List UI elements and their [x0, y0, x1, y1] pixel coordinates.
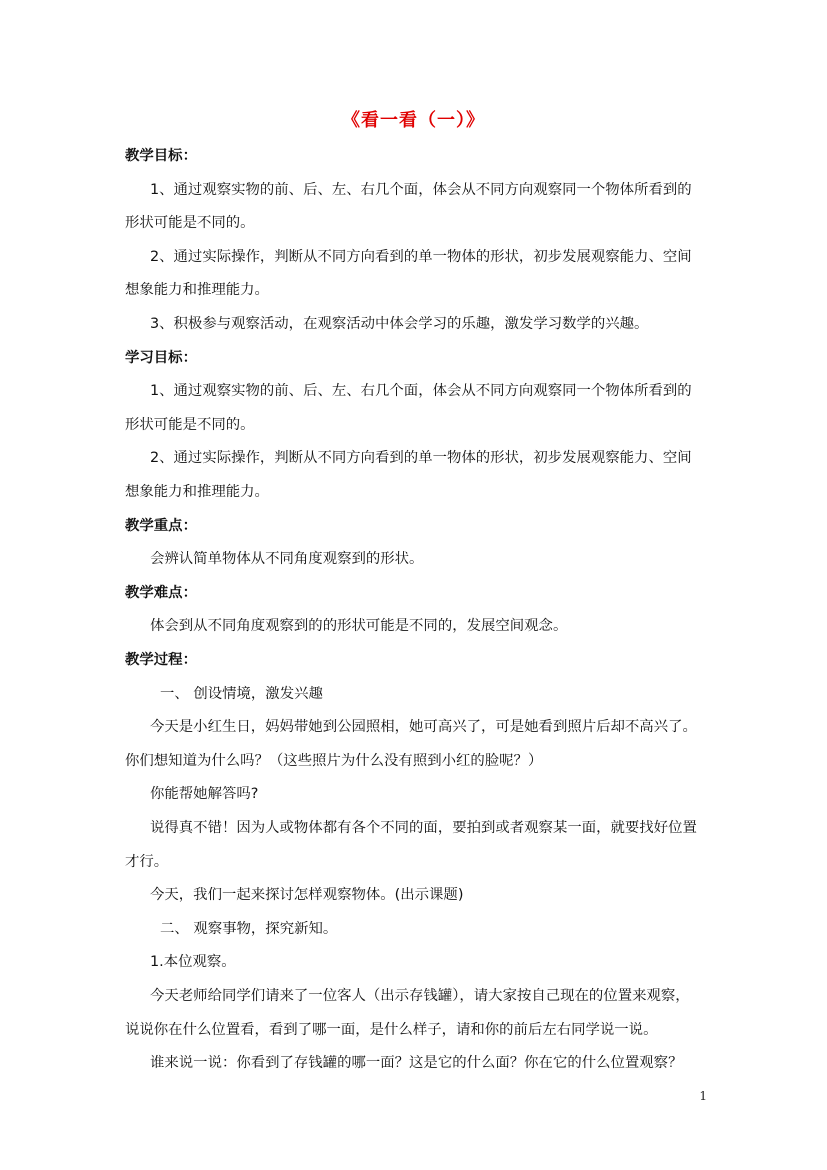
paragraph-line: 1、通过观察实物的前、后、左、右几个面，体会从不同方向观察同一个物体所看到的 — [150, 181, 692, 198]
paragraph-line: 2、通过实际操作，判断从不同方向看到的单一物体的形状，初步发展观察能力、空间 — [150, 248, 692, 265]
paragraph-line: 今天老师给同学们请来了一位客人（出示存钱罐），请大家按自己现在的位置来观察， — [150, 988, 690, 1004]
section-heading: 教学过程： — [125, 652, 197, 668]
paragraph-line: 你们想知道为什么吗？（这些照片为什么没有照到小红的脸呢？） — [125, 752, 543, 769]
paragraph-line: 2、通过实际操作，判断从不同方向看到的单一物体的形状，初步发展观察能力、空间 — [150, 450, 692, 467]
paragraph-line: 今天，我们一起来探讨怎样观察物体。(出示课题) — [150, 887, 464, 904]
paragraph-line: 说得真不错！因为人或物体都有各个不同的面，要拍到或者观察某一面，就要找好位置 — [150, 820, 697, 836]
paragraph-line: 今天是小红生日，妈妈带她到公园照相，她可高兴了，可是她看到照片后却不高兴了。 — [150, 719, 697, 736]
paragraph-line: 二、 观察事物，探究新知。 — [160, 920, 338, 937]
paragraph-line: 才行。 — [125, 853, 169, 870]
paragraph-line: 说说你在什么位置看，看到了哪一面，是什么样子，请和你的前后左右同学说一说。 — [125, 1021, 658, 1038]
section-heading: 学习目标： — [125, 349, 197, 366]
section-heading: 教学难点： — [125, 584, 197, 601]
document-title: 《看一看（一）》 — [342, 110, 485, 131]
paragraph-line: 形状可能是不同的。 — [125, 416, 255, 433]
section-heading: 教学重点： — [125, 517, 197, 534]
page-number: 1 — [699, 1089, 707, 1103]
paragraph-line: 谁来说一说：你看到了存钱罐的哪一面？这是它的什么面？你在它的什么位置观察？ — [150, 1055, 683, 1072]
paragraph-line: 3、积极参与观察活动，在观察活动中体会学习的乐趣，激发学习数学的兴趣。 — [150, 316, 649, 332]
paragraph-line: 1、通过观察实物的前、后、左、右几个面，体会从不同方向观察同一个物体所看到的 — [150, 383, 692, 400]
section-heading: 教学目标： — [125, 148, 197, 164]
paragraph-line: 1.本位观察。 — [150, 954, 236, 971]
paragraph-line: 想象能力和推理能力。 — [125, 282, 269, 299]
paragraph-line: 会辨认简单物体从不同角度观察到的形状。 — [150, 551, 424, 568]
paragraph-line: 一、 创设情境，激发兴趣 — [160, 685, 323, 702]
paragraph-line: 形状可能是不同的。 — [125, 215, 255, 232]
paragraph-line: 想象能力和推理能力。 — [125, 484, 269, 500]
paragraph-line: 你能帮她解答吗? — [150, 786, 259, 803]
paragraph-line: 体会到从不同角度观察到的的形状可能是不同的，发展空间观念。 — [150, 618, 568, 635]
